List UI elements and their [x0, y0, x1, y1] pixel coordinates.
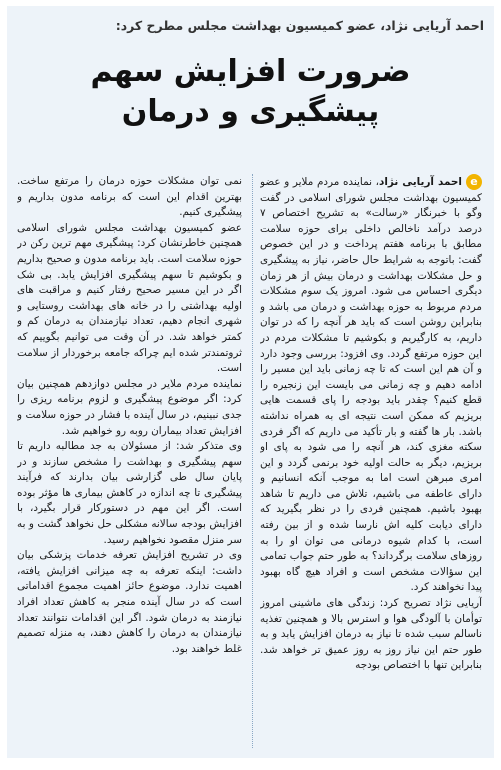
lead-name: احمد آریایی نژاد [379, 176, 462, 188]
headline-line-2: پیشگیری و درمان [121, 94, 380, 129]
article-column-right [260, 174, 482, 752]
paragraph: وی متذکر شد: از مسئولان به جد مطالبه داریم تا سهم پیشگیری و بهداشت را مشخص سازند و در پایان سال طی گزارشی بیان بدارند که فرآیند پیشگیری تا چه اندازه در کاهش بیماری ها مؤثر بوده است. اگر این مهم در دستورکار قرار بگیرد، با افزایش بودجه سالانه مشکلی حل نخواهد گشت و به سر منزل مقصود نخواهیم رسید. [17, 440, 242, 546]
column-divider [252, 174, 253, 748]
paragraph: آریایی نژاد تصریح کرد: زندگی های ماشینی امروز توأمان با آلودگی هوا و استرس بالا و همچنین تغذیه ناسالم سبب شده تا نیاز به درمان افزایش یابد و به طور حتم این نیاز روز به روز عمیق تر خواهد شد. بنابراین تنها با اختصاص بودجه [260, 597, 482, 672]
paragraph: نمی توان مشکلات حوزه درمان را مرتفع ساخت. بهترین اقدام این است که برنامه مدون بداریم و پیشگیری کنیم. [17, 175, 242, 219]
article-kicker: احمد آریایی نژاد، عضو کمیسیون بهداشت مجلس مطرح کرد: [115, 18, 484, 33]
news-article [7, 6, 494, 758]
paragraph-text: ، نماینده مردم ملایر و عضو کمیسیون بهداشت مجلس شورای اسلامی در گفت وگو با خبرنگار «رسالت» به تشریح اختصاص ۷ درصد درآمد ناخالص داخلی برای حوزه سلامت مطابق با برنامه هفتم پرداخت و در این خصوص گفت: باتوجه به شرایط حال حاضر، نیاز به پیشگیری و حل مشکلات بهداشت و درمان بیش از هر زمان دیگری احساس می شود. امروز یک سوم مشکلات مردم مربوط به حوزه بهداشت و درمان می باشد و بنابراین روشن است که باید هر آنچه را که در توان داریم، به کارگیریم و بکوشیم تا مشکلات مردم در این حوزه مرتفع گردد. وی افزود: بررسی وجود دارد و آن هم این است که تا چه زمانی باید این مسیر را ادامه دهیم و چه زمانی می بایست این زنجیره را قطع کنیم؟ چقدر باید بودجه را پای قسمت هایی بریزیم که ممکن است نتیجه ای به همراه نداشته باشد. بار ها گفته و بار تأکید می داریم که اگر فردی سکته مغزی کند، هر آنچه را می شود به پای او بریزیم، دیگر به حالت اولیه خود برنمی گردد و این امری مبرهن است اما به موجب آنکه انسانیم و دارای عاطفه می باشیم، تلاش می داریم تا شاهد بهبود باشیم. همچنین فردی را در نظر بگیرید که دارای دیابت کلیه اش نارسا شده و از بین رفته است، با کدام شیوه درمانی می توان او را به روزهای سلامت برگرداند؟ به طور حتم جواب تمامی این سؤالات مشخص است و افراد هیچ گاه بهبود پیدا نخواهند کرد. [260, 176, 482, 594]
article-headline [7, 54, 494, 130]
paragraph [260, 174, 482, 596]
paragraph: وی در تشریح افزایش تعرفه خدمات پزشکی بیان داشت: اینکه تعرفه به چه میزانی افزایش یافته، اهمیت ندارد. موضوع حائز اهمیت مجموع اقداماتی است که در سال آینده منجر به کاهش تعداد افراد نیازمند به درمان شود. اگر این اقدامات نتوانند تعداد نیازمندان به درمان را کاهش دهند، به منزله تصمیم غلط خواهند بود. [17, 549, 242, 655]
article-column-left [17, 174, 242, 752]
paragraph: نماینده مردم ملایر در مجلس دوازدهم همچنین بیان کرد: اگر موضوع پیشگیری و لزوم برنامه ریزی را جدی نبینیم، در سال آینده با فشار در حوزه سلامت و افزایش تعداد بیماران روبه رو خواهیم شد. [17, 377, 242, 437]
resalat-logo-icon: e [466, 174, 482, 190]
headline-line-1: ضرورت افزایش سهم [90, 54, 411, 89]
paragraph: عضو کمیسیون بهداشت مجلس شورای اسلامی همچنین خاطرنشان کرد: پیشگیری مهم ترین رکن در حوزه سلامت است. باید برنامه مدون و صحیح بداریم و بکوشیم تا سهم پیشگیری افزایش یابد. بی شک اگر در این مسیر صحیح رفتار کنیم و مراقبت های اولیه بهداشتی را در خانه های بهداشت روستایی و شهری انجام دهیم، تعداد نیازمندان به درمان کم و کمتر خواهد شد. در آن وقت می توانیم بگوییم که ثروتمندتر شده ایم چراکه جامعه برخوردار از سلامت است. [17, 221, 242, 375]
